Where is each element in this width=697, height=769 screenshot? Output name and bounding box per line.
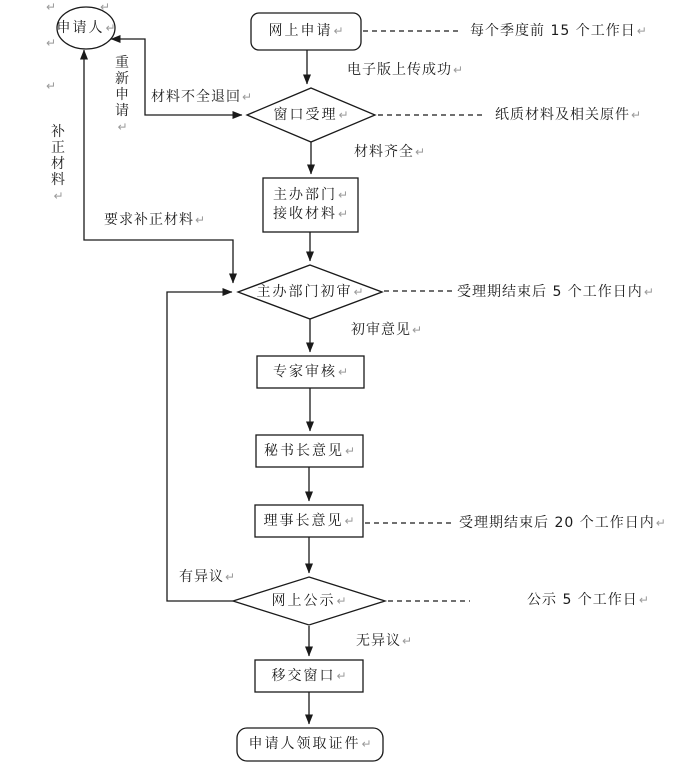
node-label-online-publicity: [233, 577, 385, 625]
paragraph-mark-icon: ↵: [225, 570, 236, 584]
dept-receive-line1: 主办部门: [272, 187, 337, 203]
node-label-expert-review: [257, 356, 364, 388]
node-label-window-accept: [247, 88, 375, 142]
within-20-workdays-text: 受理期结束后 20 个工作日内: [459, 515, 655, 531]
paragraph-mark-icon: ↵: [643, 285, 654, 299]
edge-label-incomplete-returned: [151, 89, 252, 105]
paragraph-mark-icon: ↵: [337, 364, 349, 379]
paragraph-mark-icon: ↵: [53, 189, 64, 203]
paragraph-mark-icon: ↵: [402, 634, 413, 648]
connector-objection-return: [167, 292, 236, 601]
edge-label-request-supplement: [104, 212, 205, 228]
node-label-collect-certificate: [237, 728, 383, 761]
connector-supplement-materials: [84, 50, 233, 283]
paragraph-mark-icon: ↵: [46, 0, 57, 14]
publicity-5-workdays-text: 公示 5 个工作日: [527, 592, 638, 608]
paragraph-mark-icon: ↵: [453, 63, 464, 77]
annotation-within-5-workdays: [457, 284, 654, 300]
node-label-transfer-window: [255, 660, 363, 692]
paragraph-mark-icon: ↵: [46, 79, 57, 93]
edge-label-materials-complete: [354, 144, 425, 160]
paragraph-mark-icon: ↵: [337, 188, 349, 202]
reapply-text: 重新申请: [115, 55, 129, 119]
paragraph-mark-icon: ↵: [336, 668, 347, 683]
paragraph-mark-icon: ↵: [631, 108, 642, 122]
paragraph-mark-icon: ↵: [361, 737, 372, 751]
node-label-secretary-opinion: [256, 435, 363, 467]
initial-opinion-text: 初审意见: [351, 322, 411, 338]
annotation-quarter-deadline: [470, 23, 647, 39]
request-supplement-text: 要求补正材料: [104, 212, 194, 228]
edge-label-upload-success: [347, 62, 463, 78]
paragraph-mark-icon: ↵: [655, 516, 666, 530]
window-accept-text: 窗口受理: [273, 106, 338, 123]
node-label-chairman-opinion: [255, 505, 363, 537]
paragraph-mark-icon: ↵: [344, 513, 355, 528]
transfer-window-text: 移交窗口: [271, 667, 336, 684]
paragraph-mark-icon: ↵: [353, 284, 364, 299]
paper-materials-text: 纸质材料及相关原件: [495, 107, 630, 123]
paragraph-mark-icon: ↵: [412, 323, 423, 337]
online-apply-text: 网上申请: [268, 23, 333, 39]
paragraph-mark-icon: ↵: [337, 207, 349, 221]
annotation-publicity-5-workdays: [527, 592, 649, 608]
paragraph-mark-icon: ↵: [338, 107, 349, 122]
edge-label-initial-opinion: [351, 322, 422, 338]
annotation-within-20-workdays: [459, 515, 666, 531]
paragraph-mark-icon: ↵: [333, 24, 344, 38]
paragraph-mark-icon: ↵: [105, 20, 116, 35]
node-label-dept-receive: [263, 178, 358, 232]
edge-label-supplement-materials: [50, 124, 66, 204]
expert-review-text: 专家审核: [272, 363, 337, 380]
paragraph-mark-icon: ↵: [636, 24, 647, 38]
paragraph-mark-icon: ↵: [344, 443, 356, 458]
within-5-workdays-text: 受理期结束后 5 个工作日内: [457, 284, 643, 300]
paragraph-mark-icon: ↵: [46, 36, 57, 50]
paragraph-mark-icon: ↵: [336, 593, 347, 608]
incomplete-returned-text: 材料不全退回: [151, 89, 241, 105]
no-objection-text: 无异议: [356, 633, 401, 649]
initial-review-text: 主办部门初审: [256, 283, 353, 300]
applicant-text: 申请人: [56, 19, 105, 36]
online-publicity-text: 网上公示: [271, 592, 336, 609]
materials-complete-text: 材料齐全: [354, 144, 414, 160]
quarter-deadline-text: 每个季度前 15 个工作日: [470, 23, 636, 39]
edge-label-reapply: [114, 55, 130, 135]
supplement-materials-text: 补正材料: [51, 124, 65, 188]
secretary-opinion-text: 秘书长意见: [263, 442, 344, 459]
paragraph-mark-icon: ↵: [415, 145, 426, 159]
dept-receive-line2: 接收材料: [272, 206, 337, 222]
chairman-opinion-text: 理事长意见: [263, 512, 344, 529]
edge-label-objection: [179, 569, 235, 585]
edge-label-no-objection: [356, 633, 412, 649]
paragraph-mark-icon: ↵: [195, 213, 206, 227]
node-label-online-apply: [251, 13, 361, 50]
node-label-initial-review: [238, 265, 382, 319]
objection-text: 有异议: [179, 569, 224, 585]
annotation-paper-materials: [495, 107, 641, 123]
paragraph-mark-icon: ↵: [117, 120, 128, 134]
upload-success-text: 电子版上传成功: [347, 62, 452, 78]
paragraph-mark-icon: ↵: [638, 593, 649, 607]
paragraph-mark-icon: ↵: [242, 90, 253, 104]
collect-certificate-text: 申请人领取证件: [248, 736, 361, 752]
paragraph-mark-icon: ↵: [100, 0, 111, 14]
